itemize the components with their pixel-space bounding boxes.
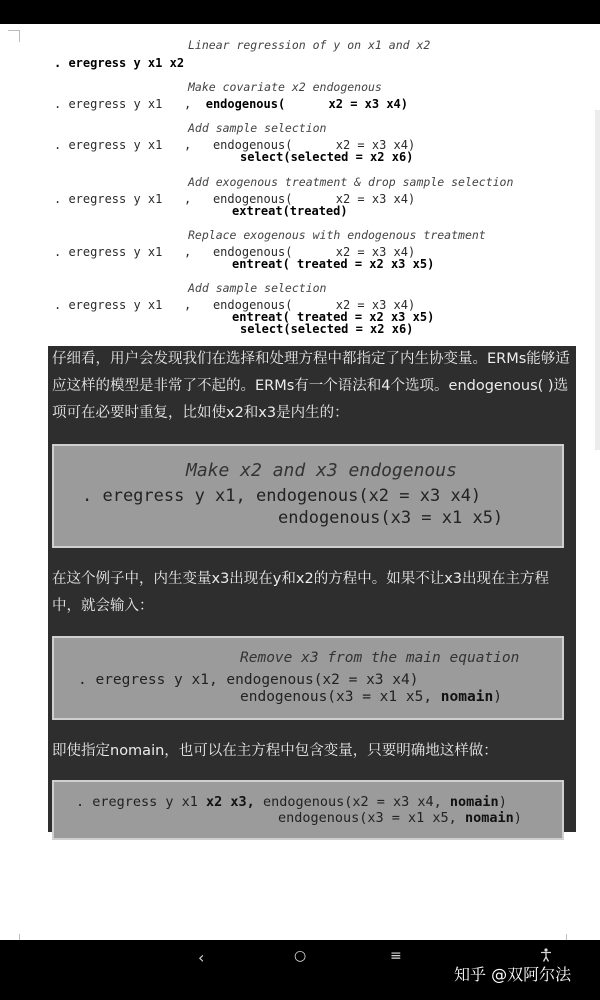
- crop-corner-top-left: [8, 30, 20, 42]
- comment-line: Linear regression of y on x1 and x2: [188, 38, 431, 52]
- code-line: . eregress y x1 , endogenous( x2 = x3 x4): [54, 192, 416, 206]
- code-line: endogenous(x3 = x1 x5): [278, 508, 504, 528]
- code-line: endogenous(x3 = x1 x5, nomain): [240, 689, 502, 705]
- code-line: select(selected = x2 x6): [240, 322, 414, 336]
- back-button[interactable]: ‹: [198, 948, 205, 967]
- code-line: endogenous(x3 = x1 x5, nomain): [278, 810, 522, 826]
- accessibility-icon[interactable]: [540, 948, 552, 962]
- code-line: . eregress y x1 , endogenous( x2 = x3 x4): [54, 298, 416, 312]
- comment-line: Replace exogenous with endogenous treatment: [188, 228, 486, 242]
- code-comment: Remove x3 from the main equation: [240, 650, 520, 666]
- code-listing-image: [48, 28, 588, 346]
- code-line: extreat(treated): [232, 204, 348, 218]
- code-line: . eregress y x1 x2 x3, endogenous(x2 = x3 x4, nomain): [76, 794, 507, 810]
- code-line: . eregress y x1, endogenous(x2 = x3 x4): [82, 486, 482, 506]
- code-line: . eregress y x1 , endogenous( x2 = x3 x4): [54, 138, 416, 152]
- scrollbar[interactable]: [595, 110, 600, 450]
- navigation-bar: [0, 940, 600, 1000]
- code-line: . eregress y x1 , endogenous( x2 = x3 x4): [54, 245, 416, 259]
- code-line: . eregress y x1 x2: [54, 56, 185, 70]
- comment-line: Add exogenous treatment & drop sample selection: [188, 175, 514, 189]
- code-line: select(selected = x2 x6): [240, 150, 414, 164]
- watermark-text: 知乎 @双阿尔法: [454, 965, 572, 984]
- status-bar: [0, 0, 600, 24]
- comment-line: Add sample selection: [188, 121, 327, 135]
- paragraph: 仔细看，用户会发现我们在选择和处理方程中都指定了内生协变量。ERMs能够适应这样的模型是非常了不起的。ERMs有一个语法和4个选项。endogenous( )选项可在必要时重复，比如使x2和x3是内生的：: [52, 351, 570, 421]
- comment-line: Add sample selection: [188, 281, 327, 295]
- code-line: entreat( treated = x2 x3 x5): [232, 257, 435, 271]
- home-button[interactable]: ○: [294, 948, 307, 964]
- code-line: . eregress y x1, endogenous(x2 = x3 x4): [78, 672, 419, 688]
- recent-apps-button[interactable]: ≡: [390, 948, 402, 964]
- code-block: [52, 444, 564, 548]
- code-comment: Make x2 and x3 endogenous: [186, 460, 457, 481]
- code-line: . eregress y x1 , endogenous( x2 = x3 x4): [54, 97, 409, 111]
- paragraph: 在这个例子中，内生变量x3出现在y和x2的方程中。如果不让x3出现在主方程中，就会输入：: [52, 571, 549, 614]
- code-block: [52, 636, 564, 720]
- paragraph: 即使指定nomain，也可以在主方程中包含变量，只要明确地这样做：: [52, 743, 498, 759]
- code-line: entreat( treated = x2 x3 x5): [232, 310, 435, 324]
- article-body: [48, 346, 576, 832]
- comment-line: Make covariate x2 endogenous: [188, 80, 382, 94]
- code-block: [52, 780, 564, 840]
